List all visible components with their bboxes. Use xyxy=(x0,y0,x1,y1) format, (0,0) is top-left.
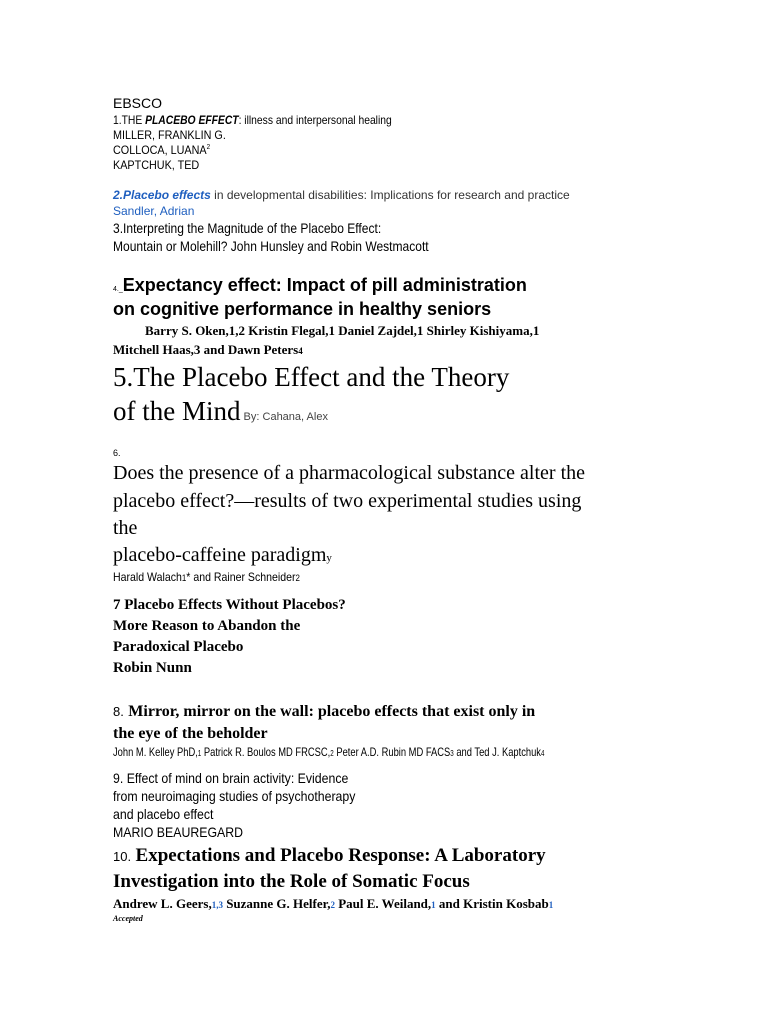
entry-10-line-1: Expectations and Placebo Response: A Laboratory xyxy=(135,845,546,866)
entry-6-authors xyxy=(113,570,300,584)
entry-10-author-4: and Kristin Kosbab xyxy=(435,896,549,911)
entry-1-author-2 xyxy=(113,143,210,157)
entry-9-line-3: and placebo effect xyxy=(113,806,214,822)
entry-1-author-3: KAPTCHUK, TED xyxy=(113,158,200,172)
entry-4-authors-2-tail: 4 xyxy=(298,346,303,356)
entry-8-ref-4: 4 xyxy=(540,749,545,758)
entry-2-author[interactable]: Sandler, Adrian xyxy=(113,204,195,218)
entry-8-title-line-1 xyxy=(113,703,535,721)
entry-6-line-4-text: placebo-caffeine paradigm xyxy=(113,544,327,566)
entry-6-line-2: placebo effect?—results of two experimental studies using xyxy=(113,490,582,512)
entry-10-number: 10. xyxy=(113,849,132,864)
entry-10-author-3: Paul E. Weiland, xyxy=(334,896,432,911)
entry-8-authors xyxy=(113,745,544,759)
entry-10-ref-1[interactable]: 1,3 xyxy=(211,900,223,910)
entry-4-authors-2-text: Mitchell Haas,3 and Dawn Peters xyxy=(113,342,299,357)
entry-6-number: 6. xyxy=(113,448,121,458)
entry-3-line-1: 3.Interpreting the Magnitude of the Placebo Effect: xyxy=(113,220,382,236)
source-label: EBSCO xyxy=(113,95,163,111)
entry-1-author-1: MILLER, FRANKLIN G. xyxy=(113,128,226,142)
entry-8-author-2: Patrick R. Boulos MD FRCSC, xyxy=(201,745,331,759)
entry-4-line-1: Expectancy effect: Impact of pill administration xyxy=(122,275,527,295)
entry-6-author-2-ref: 2 xyxy=(295,573,300,583)
entry-1-author-2-sup: 2 xyxy=(206,144,211,151)
entry-9-line-1: 9. Effect of mind on brain activity: Evidence xyxy=(113,770,349,786)
entry-5-title-end: of the Mind xyxy=(113,396,241,426)
entry-8-author-4: and Ted J. Kaptchuk xyxy=(453,745,541,759)
entry-8-author-3: Peter A.D. Rubin MD FACS xyxy=(333,745,451,759)
entry-5-line-1: 5.The Placebo Effect and the Theory xyxy=(113,362,510,392)
entry-7-line-3: Paradoxical Placebo xyxy=(113,639,244,655)
entry-6-author-1: Harald Walach xyxy=(113,570,182,584)
entry-8-number: 8. xyxy=(113,704,124,719)
entry-10-authors xyxy=(113,896,553,912)
entry-4-title-line-2: on cognitive performance in healthy seniors xyxy=(113,299,492,319)
entry-7-line-2: More Reason to Abandon the xyxy=(113,618,301,634)
entry-4-number: 4._ xyxy=(113,286,123,293)
entry-9-line-2: from neuroimaging studies of psychotherapy xyxy=(113,788,356,804)
entry-10-author-2: Suzanne G. Helfer, xyxy=(222,896,331,911)
entry-1-title xyxy=(113,113,392,127)
entry-10-title-line-2: Investigation into the Role of Somatic Focus xyxy=(113,871,470,892)
entry-10-ref-2[interactable]: 2 xyxy=(330,900,335,910)
entry-1-author-2-name: COLLOCA, LUANA xyxy=(113,143,207,157)
entry-8-line-1: Mirror, mirror on the wall: placebo effects that exist only in xyxy=(128,703,536,720)
entry-8-author-1: John M. Kelley PhD, xyxy=(113,745,198,759)
entry-4-title-line-1 xyxy=(113,275,527,296)
entry-6-line-4 xyxy=(113,544,332,567)
entry-8-ref-3: 3 xyxy=(450,749,454,758)
entry-2-title-rest: in developmental disabilities: Implications for research and practice xyxy=(210,188,570,202)
entry-9-line-4: MARIO BEAUREGARD xyxy=(113,824,244,840)
entry-4-authors-2 xyxy=(113,342,303,358)
entry-10-ref-3[interactable]: 1 xyxy=(431,900,436,910)
entry-6-line-1: Does the presence of a pharmacological substance alter the xyxy=(113,462,586,484)
entry-8-title-line-2: the eye of the beholder xyxy=(113,725,268,742)
entry-10-author-1: Andrew L. Geers, xyxy=(113,896,212,911)
entry-6-line-4-tail: y xyxy=(326,552,332,564)
entry-4-authors-1: Barry S. Oken,1,2 Kristin Flegal,1 Daniel Zajdel,1 Shirley Kishiyama,1 xyxy=(145,323,540,338)
entry-2-title-emph: 2.Placebo effects xyxy=(113,188,211,202)
entry-10-title-line-1 xyxy=(113,845,546,867)
entry-1-prefix: 1.THE xyxy=(113,113,146,127)
entry-1-title-emph: PLACEBO EFFECT xyxy=(145,113,239,127)
entry-5-line-2 xyxy=(113,396,328,427)
entry-3-line-2: Mountain or Molehill? John Hunsley and Robin Westmacott xyxy=(113,238,429,254)
entry-6-author-2: * and Rainer Schneider xyxy=(186,570,296,584)
entry-10-note: Accepted xyxy=(113,914,143,923)
entry-2-title xyxy=(113,188,570,202)
entry-10-ref-4[interactable]: 1 xyxy=(548,900,554,910)
entry-7-line-1: 7 Placebo Effects Without Placebos? xyxy=(113,597,346,613)
entry-6-author-1-ref: 1 xyxy=(181,573,187,583)
entry-8-ref-1: 1 xyxy=(197,749,202,758)
entry-6-line-3: the xyxy=(113,517,138,539)
entry-1-title-rest: : illness and interpersonal healing xyxy=(238,113,392,127)
entry-7-line-4: Robin Nunn xyxy=(113,660,192,676)
entry-8-ref-2: 2 xyxy=(330,749,334,758)
entry-5-byline: By: Cahana, Alex xyxy=(240,411,328,423)
